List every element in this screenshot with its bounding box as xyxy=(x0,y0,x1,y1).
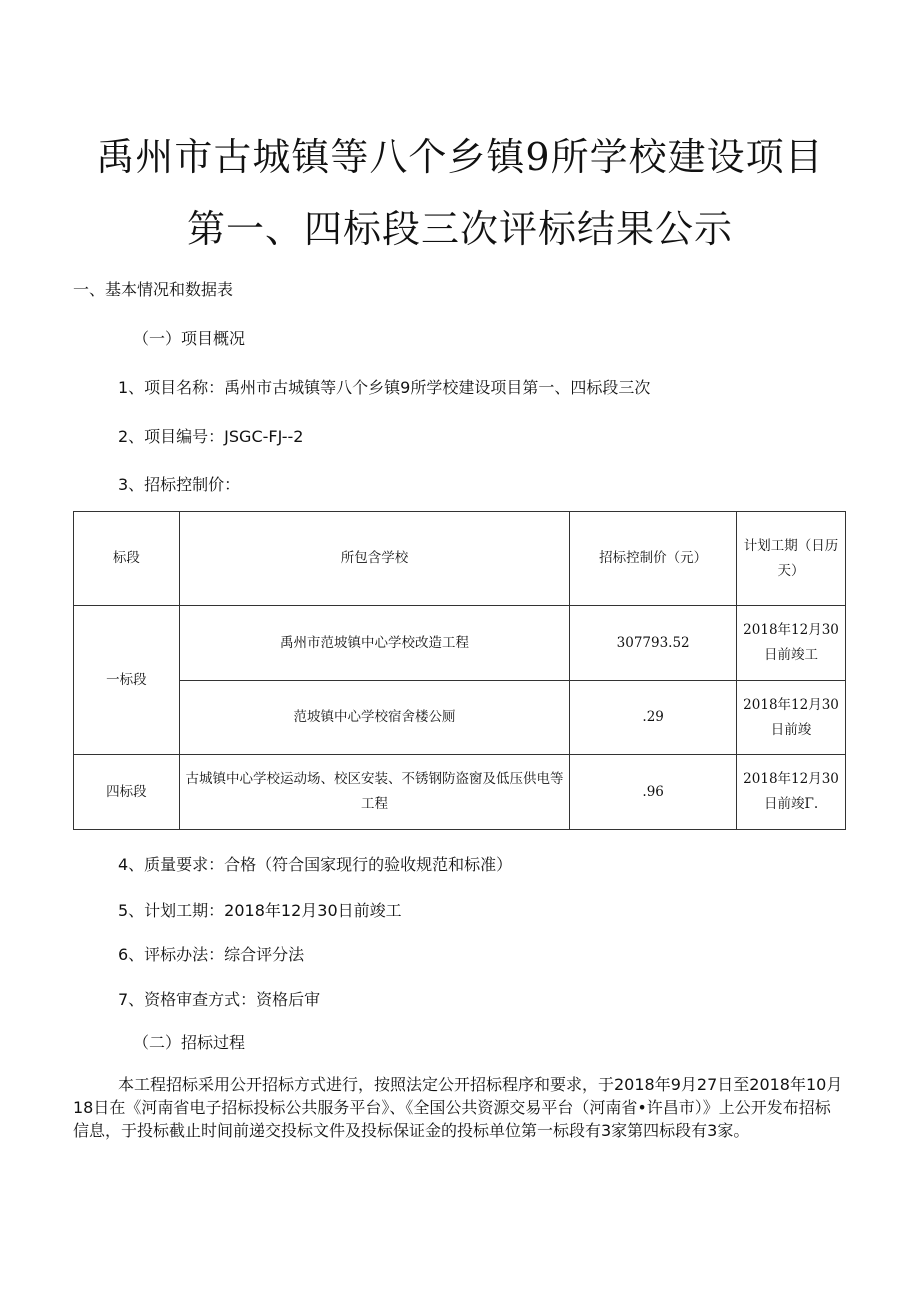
bidding-process-paragraph xyxy=(73,1073,843,1142)
table-row xyxy=(74,606,846,681)
period-cell: 2018年12月30日前竣 xyxy=(737,681,846,755)
project-number-line: 2、项目编号：JSGC-FJ--2 xyxy=(118,427,304,446)
price-cell: 307793.52 xyxy=(570,606,737,681)
header-control-price: 招标控制价（元） xyxy=(570,512,737,606)
document-title-line-1: 禹州市古城镇等八个乡镇9所学校建设项目 xyxy=(96,135,824,179)
subsection-heading-project-overview: （一）项目概况 xyxy=(133,329,246,348)
section-one-label: 一标段 xyxy=(74,606,180,755)
table-row xyxy=(74,755,846,830)
qualification-review-line: 7、资格审查方式：资格后审 xyxy=(118,990,321,1009)
table-header-row xyxy=(74,512,846,606)
section-four-label: 四标段 xyxy=(74,755,180,830)
school-cell: 禹州市范坡镇中心学校改造工程 xyxy=(179,606,569,681)
planned-period-line: 5、计划工期：2018年12月30日前竣工 xyxy=(118,901,402,920)
document-title-line-2: 第一、四标段三次评标结果公示 xyxy=(186,207,733,251)
subsection-heading-bidding-process: （二）招标过程 xyxy=(133,1033,246,1052)
project-name-line: 1、项目名称：禹州市古城镇等八个乡镇9所学校建设项目第一、四标段三次 xyxy=(118,378,651,397)
school-cell: 古城镇中心学校运动场、校区安装、不锈钢防盗窗及低压供电等工程 xyxy=(179,755,569,830)
section-heading-basic-info: 一、基本情况和数据表 xyxy=(73,280,234,299)
price-cell: .96 xyxy=(570,755,737,830)
quality-requirement-line: 4、质量要求：合格（符合国家现行的验收规范和标准） xyxy=(118,855,513,874)
header-schools: 所包含学校 xyxy=(179,512,569,606)
header-planned-period: 计划工期（日历天） xyxy=(737,512,846,606)
control-price-table xyxy=(73,511,846,830)
period-cell: 2018年12月30日前竣工 xyxy=(737,606,846,681)
price-cell: .29 xyxy=(570,681,737,755)
evaluation-method-line: 6、评标办法：综合评分法 xyxy=(118,945,305,964)
header-section: 标段 xyxy=(74,512,180,606)
table-row xyxy=(74,681,846,755)
bidding-process-text: 本工程招标采用公开招标方式进行，按照法定公开招标程序和要求，于2018年9月27日至2018年10月18日在《河南省电子招标投标公共服务平台》、《全国公共资源交易平台（河南省•许昌市）》上公开发布招标信息，于投标截止时间前递交投标文件及投标保证金的投标单位第一标段有3家第四标段有3家。 xyxy=(73,1075,843,1140)
period-cell: 2018年12月30日前竣Γ. xyxy=(737,755,846,830)
school-cell: 范坡镇中心学校宿舍楼公厕 xyxy=(179,681,569,755)
control-price-line: 3、招标控制价： xyxy=(118,475,241,494)
